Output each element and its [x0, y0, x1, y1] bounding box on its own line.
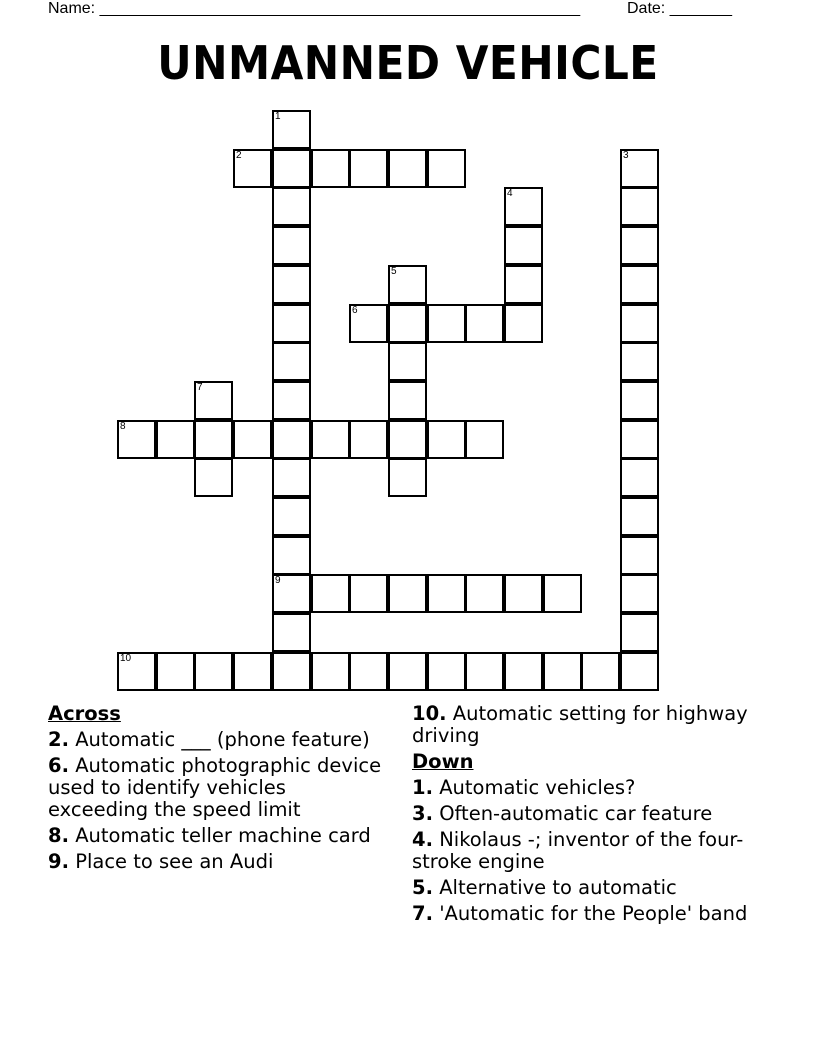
- clue-text: Nikolaus -; inventor of the four-stroke engine: [412, 828, 744, 873]
- grid-cell[interactable]: [427, 304, 466, 343]
- clue-down-7: [412, 903, 752, 925]
- grid-cell[interactable]: [272, 304, 311, 343]
- clue-number: 10.: [412, 702, 447, 725]
- grid-cell[interactable]: [388, 574, 427, 613]
- grid-cell[interactable]: [233, 420, 272, 459]
- grid-cell[interactable]: [620, 149, 659, 188]
- grid-cell[interactable]: [620, 226, 659, 265]
- grid-cell[interactable]: [117, 420, 156, 459]
- grid-cell[interactable]: [349, 420, 388, 459]
- grid-cell[interactable]: [272, 536, 311, 575]
- grid-cell[interactable]: [388, 381, 427, 420]
- grid-cell[interactable]: [504, 574, 543, 613]
- cell-number: 7: [197, 382, 203, 393]
- date-field-label: Date: _______: [627, 0, 732, 17]
- grid-cell[interactable]: [620, 497, 659, 536]
- grid-cell[interactable]: [233, 149, 272, 188]
- grid-cell[interactable]: [388, 265, 427, 304]
- grid-cell[interactable]: [581, 652, 620, 691]
- grid-cell[interactable]: [272, 187, 311, 226]
- grid-cell[interactable]: [349, 574, 388, 613]
- cell-number: 2: [236, 150, 242, 161]
- grid-cell[interactable]: [620, 381, 659, 420]
- clue-down-1: [412, 777, 752, 799]
- grid-cell[interactable]: [311, 149, 350, 188]
- grid-cell[interactable]: [427, 652, 466, 691]
- grid-cell[interactable]: [427, 574, 466, 613]
- clue-text: Automatic vehicles?: [439, 776, 636, 799]
- grid-cell[interactable]: [194, 381, 233, 420]
- cell-number: 6: [352, 305, 358, 316]
- grid-cell[interactable]: [272, 265, 311, 304]
- clue-number: 3.: [412, 802, 433, 825]
- cell-number: 9: [275, 575, 281, 586]
- puzzle-title: UNMANNED VEHICLE: [157, 36, 659, 90]
- grid-cell[interactable]: [504, 226, 543, 265]
- clues-right-column: [412, 703, 752, 929]
- clue-number: 1.: [412, 776, 433, 799]
- grid-cell[interactable]: [427, 149, 466, 188]
- clue-number: 5.: [412, 876, 433, 899]
- clue-text: 'Automatic for the People' band: [439, 902, 748, 925]
- clue-across-10: [412, 703, 752, 747]
- grid-cell[interactable]: [620, 342, 659, 381]
- clue-across-2: [48, 729, 388, 751]
- clue-number: 4.: [412, 828, 433, 851]
- grid-cell[interactable]: [620, 458, 659, 497]
- across-heading: Across: [48, 702, 121, 725]
- clue-across-8: [48, 825, 388, 847]
- grid-cell[interactable]: [349, 149, 388, 188]
- grid-cell[interactable]: [272, 110, 311, 149]
- grid-cell[interactable]: [620, 652, 659, 691]
- cell-number: 8: [120, 421, 126, 432]
- grid-cell[interactable]: [465, 652, 504, 691]
- grid-cell[interactable]: [504, 265, 543, 304]
- grid-cell[interactable]: [504, 304, 543, 343]
- clue-text: Automatic ___ (phone feature): [75, 728, 370, 751]
- clues-left-column: [48, 703, 388, 877]
- grid-cell[interactable]: [504, 652, 543, 691]
- grid-cell[interactable]: [465, 304, 504, 343]
- grid-cell[interactable]: [233, 652, 272, 691]
- grid-cell[interactable]: [620, 265, 659, 304]
- grid-cell[interactable]: [272, 574, 311, 613]
- grid-cell[interactable]: [388, 420, 427, 459]
- grid-cell[interactable]: [388, 458, 427, 497]
- grid-cell[interactable]: [311, 574, 350, 613]
- grid-cell[interactable]: [543, 574, 582, 613]
- clue-number: 8.: [48, 824, 69, 847]
- name-field-label: Name: ______________________________________________________: [48, 0, 581, 17]
- grid-cell[interactable]: [388, 304, 427, 343]
- grid-cell[interactable]: [504, 187, 543, 226]
- grid-cell[interactable]: [156, 652, 195, 691]
- grid-cell[interactable]: [194, 652, 233, 691]
- clue-text: Often-automatic car feature: [439, 802, 713, 825]
- cell-number: 10: [120, 653, 132, 664]
- grid-cell[interactable]: [272, 420, 311, 459]
- grid-cell[interactable]: [272, 458, 311, 497]
- grid-cell[interactable]: [272, 226, 311, 265]
- clue-down-4: [412, 829, 752, 873]
- grid-cell[interactable]: [349, 652, 388, 691]
- grid-cell[interactable]: [620, 304, 659, 343]
- grid-cell[interactable]: [272, 149, 311, 188]
- clue-number: 6.: [48, 754, 69, 777]
- grid-cell[interactable]: [156, 420, 195, 459]
- grid-cell[interactable]: [117, 652, 156, 691]
- clue-down-3: [412, 803, 752, 825]
- grid-cell[interactable]: [272, 652, 311, 691]
- grid-cell[interactable]: [543, 652, 582, 691]
- clue-number: 2.: [48, 728, 69, 751]
- grid-cell[interactable]: [311, 420, 350, 459]
- grid-cell[interactable]: [194, 458, 233, 497]
- grid-cell[interactable]: [427, 420, 466, 459]
- cell-number: 5: [391, 266, 397, 277]
- grid-cell[interactable]: [465, 420, 504, 459]
- down-heading: Down: [412, 750, 474, 773]
- grid-cell[interactable]: [620, 613, 659, 652]
- grid-cell[interactable]: [272, 381, 311, 420]
- clue-across-6: [48, 755, 388, 821]
- clue-text: Automatic photographic device used to identify vehicles exceeding the speed limit: [48, 754, 382, 821]
- clue-number: 9.: [48, 850, 69, 873]
- clue-text: Automatic teller machine card: [75, 824, 371, 847]
- grid-cell[interactable]: [388, 342, 427, 381]
- clue-text: Automatic setting for highway driving: [412, 702, 748, 747]
- clue-text: Place to see an Audi: [75, 850, 274, 873]
- clue-number: 7.: [412, 902, 433, 925]
- clue-down-5: [412, 877, 752, 899]
- grid-cell[interactable]: [272, 497, 311, 536]
- grid-cell[interactable]: [465, 574, 504, 613]
- grid-cell[interactable]: [388, 149, 427, 188]
- grid-cell[interactable]: [311, 652, 350, 691]
- cell-number: 1: [275, 111, 281, 122]
- cell-number: 3: [623, 150, 629, 161]
- grid-cell[interactable]: [620, 420, 659, 459]
- grid-cell[interactable]: [349, 304, 388, 343]
- grid-cell[interactable]: [620, 536, 659, 575]
- grid-cell[interactable]: [194, 420, 233, 459]
- clue-text: Alternative to automatic: [439, 876, 677, 899]
- cell-number: 4: [507, 188, 513, 199]
- grid-cell[interactable]: [620, 187, 659, 226]
- grid-cell[interactable]: [388, 652, 427, 691]
- clue-across-9: [48, 851, 388, 873]
- grid-cell[interactable]: [620, 574, 659, 613]
- grid-cell[interactable]: [272, 613, 311, 652]
- grid-cell[interactable]: [272, 342, 311, 381]
